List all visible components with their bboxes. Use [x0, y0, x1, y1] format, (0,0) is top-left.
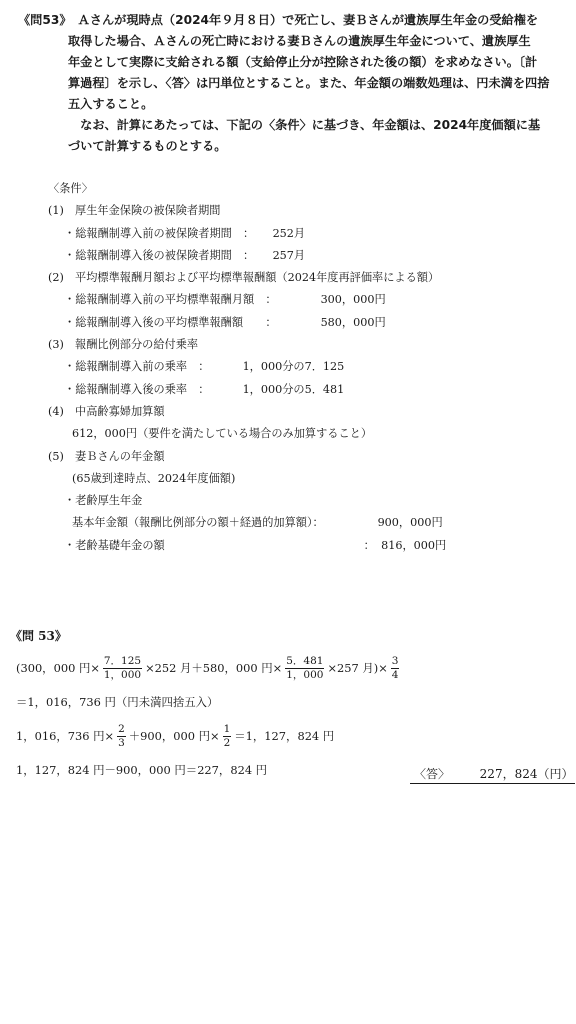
- fraction-numerator: 2: [118, 722, 125, 735]
- answer-line-1: [10, 648, 566, 688]
- answer-section: [10, 626, 566, 784]
- answer-l1-a: (300，000 円×: [16, 661, 100, 675]
- condition-5b: [48, 535, 568, 557]
- condition-3-title: (3) 報酬比例部分の給付乗率: [48, 338, 199, 352]
- condition-2a-label: ・総報酬制導入前の平均標準報酬月額 ：: [64, 293, 277, 307]
- fraction-3-4: [391, 655, 400, 682]
- question-line-6: なお、計算にあたっては、下記の〈条件〉に基づき、年金額は、2024年度価額に基: [68, 118, 541, 132]
- answer-l1-c: ×257 月)×: [327, 661, 388, 675]
- condition-1b-value: 257月: [272, 248, 306, 262]
- question-line-2: 取得した場合、Ａさんの死亡時における妻Ｂさんの遺族厚生年金について、遺族厚生: [68, 34, 531, 48]
- question-line-4: 算過程〕を示し、〈答〉は円単位とすること。また、年金額の端数処理は、円未満を四捨: [68, 76, 550, 90]
- condition-4-value: 612，000円（要件を満たしている場合のみ加算すること）: [72, 427, 373, 441]
- fraction-denominator: 3: [118, 736, 125, 749]
- answer-title: 《問 53》: [10, 629, 67, 643]
- condition-5a-label: 基本年金額（報酬比例部分の額＋経過的加算額）：: [72, 516, 324, 530]
- condition-1a: [48, 223, 568, 245]
- final-answer-label: 〈答〉: [414, 767, 451, 781]
- answer-line-4: 1，127，824 円－900，000 円＝227，824 円: [16, 763, 268, 777]
- condition-5a-title: ・老齢厚生年金: [64, 494, 143, 508]
- condition-2b: [48, 312, 568, 334]
- fraction-2-3: [117, 723, 126, 750]
- fraction-numerator: 7．125: [103, 654, 142, 667]
- fraction-numerator: 5．481: [286, 654, 324, 667]
- condition-3b: [48, 379, 568, 401]
- condition-2b-value: 580，000円: [320, 315, 386, 329]
- condition-3b-value: 1，000分の5．481: [242, 382, 345, 396]
- conditions-section: [48, 178, 568, 557]
- conditions-header: 〈条件〉: [48, 182, 93, 195]
- fraction-denominator: 4: [391, 668, 399, 681]
- condition-3a-value: 1，000分の7．125: [242, 360, 345, 374]
- answer-l3-b: ＋900，000 円×: [128, 729, 220, 743]
- condition-5b-value: 816，000円: [381, 538, 447, 552]
- condition-2a: [48, 289, 568, 311]
- condition-1-title: (1) 厚生年金保険の被保険者期間: [48, 204, 221, 218]
- answer-line-3: [10, 716, 566, 756]
- condition-1a-value: 252月: [272, 226, 306, 240]
- condition-5b-sep: ：: [363, 538, 375, 552]
- condition-5a-value: 900，000円: [377, 516, 443, 530]
- fraction-1-2: [223, 723, 232, 750]
- question-line-3: 年金として実際に支給される額（支給停止分が控除された後の額）を求めなさい。〔計: [68, 55, 538, 69]
- fraction-denominator: 1，000: [103, 668, 142, 681]
- condition-1a-label: ・総報酬制導入前の被保険者期間 ：: [64, 226, 255, 240]
- condition-1b-label: ・総報酬制導入後の被保険者期間 ：: [64, 248, 255, 262]
- question-line-1: 《問53》 Ａさんが現時点（2024年９月８日）で死亡し、妻Ｂさんが遺族厚生年金の受給権を: [18, 13, 539, 27]
- condition-3a-label: ・総報酬制導入前の乗率 ：: [64, 360, 210, 374]
- condition-3a: [48, 356, 568, 378]
- question-line-5: 五入すること。: [68, 97, 154, 111]
- question-line-7: づいて計算するものとする。: [68, 139, 227, 153]
- fraction-denominator: 2: [223, 736, 231, 749]
- condition-2b-label: ・総報酬制導入後の平均標準報酬額 ：: [64, 315, 277, 329]
- condition-5b-label: ・老齢基礎年金の額: [64, 538, 165, 552]
- condition-5-title: (5) 妻Ｂさんの年金額: [48, 449, 165, 463]
- answer-l3-c: ＝1，127，824 円: [234, 729, 335, 743]
- answer-l3-a: 1，016，736 円×: [16, 729, 115, 743]
- question-text: [18, 10, 558, 157]
- condition-3b-label: ・総報酬制導入後の乗率 ：: [64, 382, 210, 396]
- fraction-denominator: 1，000: [286, 668, 324, 681]
- fraction-numerator: 1: [223, 722, 231, 735]
- condition-5a: [48, 512, 568, 534]
- fraction-7125: [103, 655, 142, 682]
- condition-2-title: (2) 平均標準報酬月額および平均標準報酬額（2024年度再評価率による額）: [48, 271, 440, 285]
- final-answer-value: 227，824（円）: [479, 767, 574, 781]
- condition-1b: [48, 245, 568, 267]
- fraction-5481: [285, 655, 324, 682]
- condition-4-title: (4) 中高齢寡婦加算額: [48, 404, 165, 418]
- fraction-numerator: 3: [391, 654, 399, 667]
- condition-2a-value: 300，000円: [320, 293, 386, 307]
- answer-line-2: ＝1，016，736 円（円未満四捨五入）: [16, 695, 219, 709]
- answer-l1-b: ×252 月＋580，000 円×: [145, 661, 283, 675]
- final-answer: [410, 765, 575, 784]
- condition-5-note: (65歳到達時点、2024年度価額): [72, 471, 236, 485]
